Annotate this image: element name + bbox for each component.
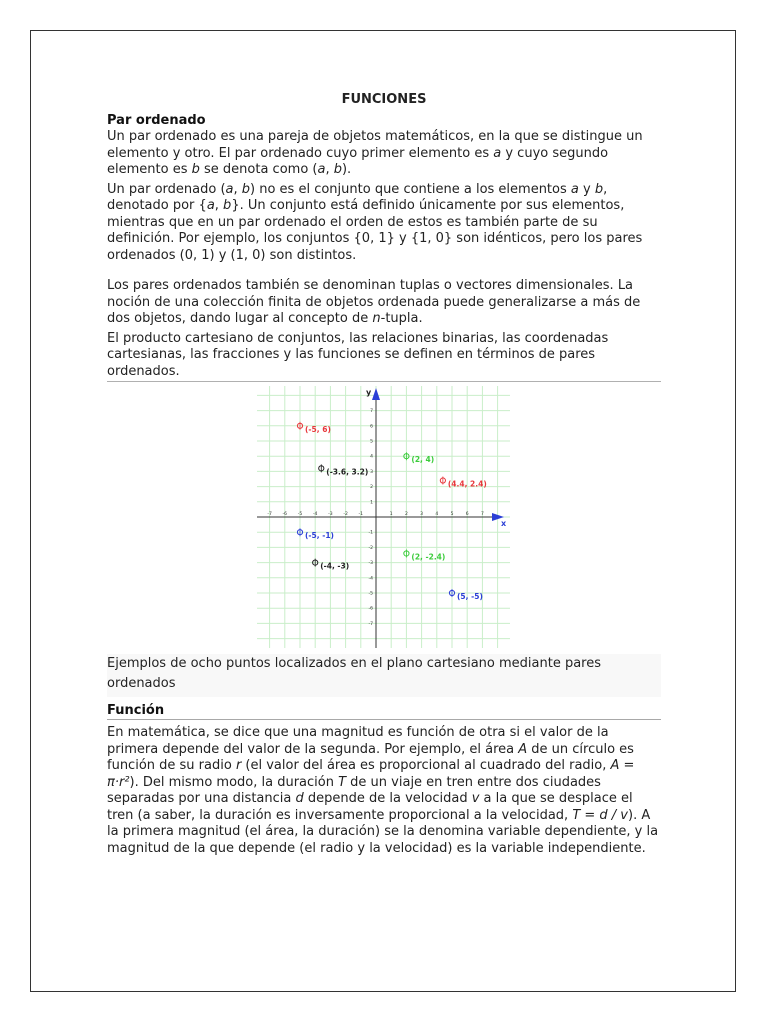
data-point-label: (-5, -1)	[305, 531, 334, 541]
x-tick-label: 1	[389, 512, 393, 517]
data-point-label: (5, -5)	[457, 592, 483, 601]
y-tick-label: -5	[368, 591, 373, 597]
data-point-label: (-3.6, 3.2)	[326, 467, 369, 477]
y-tick-label: 5	[370, 439, 373, 445]
y-tick-label: -2	[368, 545, 373, 551]
cartesian-figure	[107, 382, 661, 650]
y-tick-label: -3	[368, 561, 373, 567]
y-tick-label: -6	[368, 606, 373, 612]
y-tick-label: 4	[370, 454, 373, 460]
paragraph-tuplas: Los pares ordenados también se denominan tuplas o vectores dimensionales. La noción de una colección finita de objetos ordenada puede generalizarse a más de dos objetos, dando lugar al concepto de n-tupla.	[107, 278, 641, 326]
x-tick-label: -3	[328, 512, 333, 517]
y-tick-label: 2	[370, 485, 373, 491]
x-tick-label: 6	[465, 512, 469, 517]
x-tick-label: 4	[435, 512, 439, 517]
data-point-label: (2, 4)	[411, 455, 435, 465]
data-point-label: (-5, 6)	[305, 424, 331, 434]
y-tick-label: 1	[370, 500, 373, 506]
paragraph-par-vs-conjunto: Un par ordenado (a, b) no es el conjunto que contiene a los elementos a y b, denotado por {a, b}. Un conjunto está definido únicamente por sus elementos, mientras que en un par ordenado el orden de estos es también parte de su definición. Por ejemplo, los conjuntos {0, 1} y {1, 0} son idénticos, pero los pares ordenados (0, 1) y (1, 0) son distintos.	[107, 181, 643, 263]
section-heading-par-ordenado: Par ordenado	[107, 113, 206, 128]
x-tick-label: 5	[450, 512, 454, 517]
x-axis-label: x	[501, 519, 507, 528]
y-tick-label: 6	[370, 424, 373, 430]
x-tick-label: -7	[267, 512, 272, 517]
cartesian-plane-chart	[257, 386, 510, 648]
x-tick-label: -6	[282, 512, 288, 517]
data-point-label: (-4, -3)	[320, 561, 350, 571]
x-tick-label: 7	[480, 512, 484, 517]
x-tick-label: 3	[420, 512, 424, 517]
section-heading-funcion: Función	[107, 703, 661, 720]
y-tick-label: 3	[370, 469, 373, 475]
x-tick-label: -1	[358, 512, 364, 517]
document-page	[30, 30, 736, 992]
data-point-label: (2, -2.4)	[411, 552, 446, 562]
figure-caption: Ejemplos de ocho puntos localizados en el plano cartesiano mediante pares ordenados	[107, 654, 661, 697]
paragraph-producto-cartesiano: El producto cartesiano de conjuntos, las relaciones binarias, las coordenadas cartesianas, las fracciones y las funciones se definen en términos de pares ordenados.	[107, 331, 661, 383]
x-tick-label: -5	[297, 512, 303, 517]
y-tick-label: -4	[368, 576, 373, 582]
document-content	[107, 92, 661, 860]
y-tick-label: -1	[368, 530, 373, 536]
page-title: FUNCIONES	[341, 92, 427, 107]
y-tick-label: -7	[368, 621, 373, 627]
y-tick-label: 7	[370, 409, 373, 415]
paragraph-funcion-definition: En matemática, se dice que una magnitud es función de otra si el valor de la primera depende del valor de la segunda. Por ejemplo, el área A de un círculo es función de su radio r (el valor del área es proporcional al cuadrado del radio, A = π·r²). Del mismo modo, la duración T de un viaje en tren entre dos ciudades separadas por una distancia d depende de la velocidad v a la que se desplace el tren (a saber, la duración es inversamente proporcional a la velocidad, T = d / v). A la primera magnitud (el área, la duración) se la denomina variable dependiente, y la magnitud de la que depende (el radio y la velocidad) es la variable independiente.	[107, 725, 659, 856]
y-axis-label: y	[366, 388, 372, 397]
paragraph-par-ordenado-definition: Un par ordenado es una pareja de objetos matemáticos, en la que se distingue un elemento y otro. El par ordenado cuyo primer elemento es a y cuyo segundo elemento es b se denota como (a, b).	[107, 129, 643, 177]
x-tick-label: -4	[312, 512, 318, 517]
data-point-label: (4.4, 2.4)	[447, 479, 487, 489]
x-tick-label: 2	[404, 512, 408, 517]
x-tick-label: -2	[343, 512, 348, 517]
